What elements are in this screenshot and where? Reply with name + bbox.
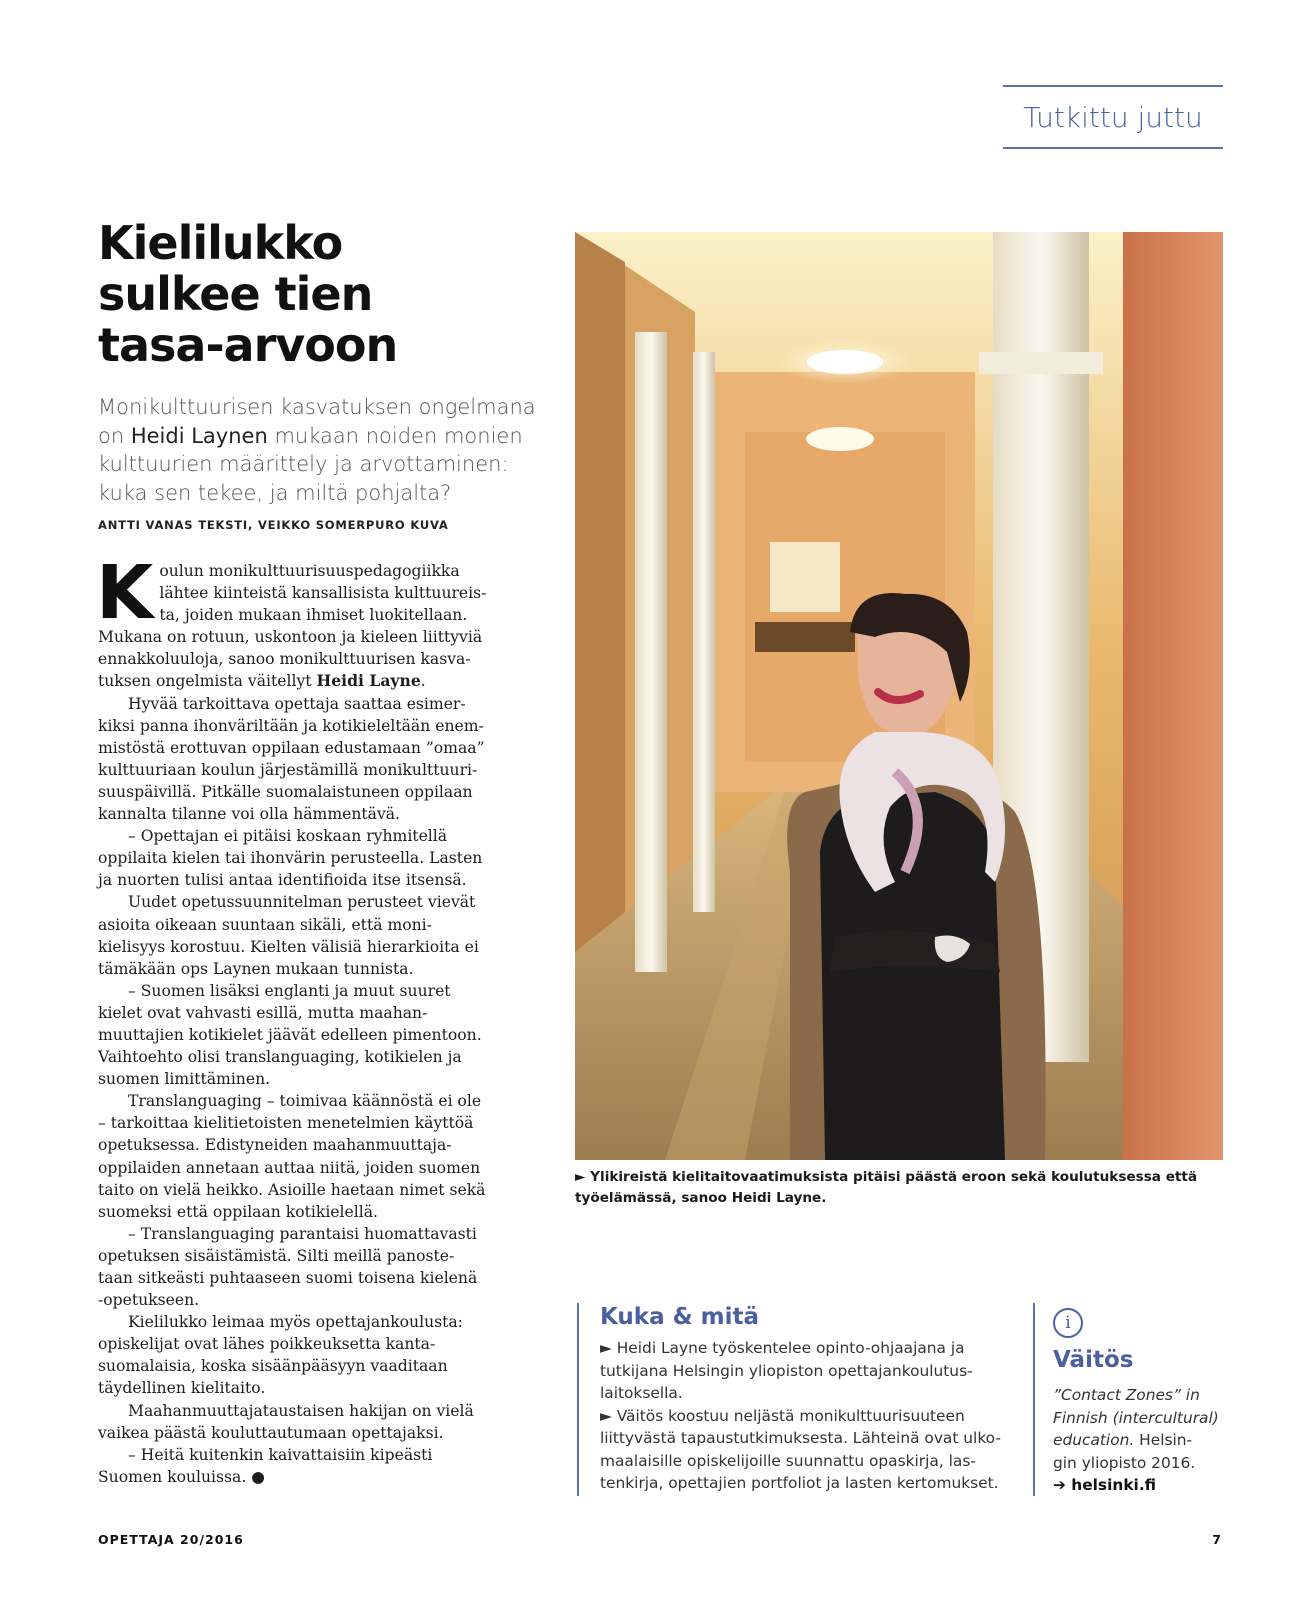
body-line: Maahanmuuttajataustaisen hakijan on vielä	[128, 1401, 474, 1420]
body-line: taan sitkeästi puhtaaseen suomi toisena kielenä	[98, 1269, 478, 1287]
lead-text: mukaan noiden monien kulttuurien määrittely ja arvottaminen: kuka sen tekee, ja miltä pohjalta?	[98, 423, 523, 505]
body-line: Uudet opetussuunnitelman perusteet vievät	[128, 893, 476, 912]
body-line: opiskelijat ovat lähes poikkeuksetta kanta-	[98, 1335, 436, 1354]
person-name: Heidi Layne	[316, 671, 421, 691]
body-line: ja nuorten tulisi antaa identifioida itse itsensä.	[98, 871, 467, 890]
body-line: asioita oikeaan suuntaan sikäli, että moni-	[98, 915, 432, 934]
page-number: 7	[1212, 1532, 1221, 1547]
kuka-mita-box	[577, 1303, 1017, 1496]
vaitos-line: gin yliopisto 2016.	[1053, 1453, 1196, 1472]
body-line: muuttajien kotikielet jäävät edelleen pimentoon.	[98, 1025, 482, 1044]
body-line: – Translanguaging parantaisi huomattavasti	[128, 1224, 477, 1243]
vaitos-line-text: ”Contact Zones” in	[1053, 1386, 1200, 1404]
body-line: – Opettajan ei pitäisi koskaan ryhmitellä	[128, 827, 448, 846]
body-line: kielisyys korostuu. Kielten välisiä hierarkioita ei	[98, 937, 479, 956]
body-line: lähtee kiinteistä kansallisista kulttuureis-	[159, 584, 487, 603]
vaitos-title: Väitös	[1053, 1347, 1134, 1373]
body-line: kiksi panna ihonväriltään ja kotikieleltään enem-	[98, 716, 484, 735]
kuka-mita-line: maalaisille opiskelijoille suunnattu opaskirja, las-	[600, 1451, 976, 1470]
byline: ANTTI VANAS TEKSTI, VEIKKO SOMERPURO KUVA	[98, 518, 449, 532]
headline-line: Kielilukko	[98, 216, 343, 270]
photo-illustration	[575, 232, 1223, 1160]
body-line: – Suomen lisäksi englanti ja muut suuret	[128, 981, 451, 1000]
body-line: suuspäivillä. Pitkälle suomalaistuneen oppilaan	[98, 782, 473, 801]
body-line: mistöstä erottuvan oppilaan edustamaan ”omaa”	[98, 738, 485, 757]
body-line: taito on vielä heikko. Asioille haetaan nimet sekä	[98, 1180, 486, 1199]
publication-footer: OPETTAJA 20/2016	[98, 1532, 244, 1547]
lead-name: Heidi Laynen	[130, 423, 268, 448]
headline-line: tasa-arvoon	[98, 318, 398, 372]
kuka-mita-line: laitoksella.	[600, 1384, 683, 1402]
body-line: – tarkoittaa kielitietoisten menetelmien käyttöä	[98, 1114, 474, 1133]
helsinki-link[interactable]: ➔ helsinki.fi	[1053, 1476, 1157, 1494]
drop-cap: K	[96, 550, 154, 636]
body-text: .	[420, 672, 426, 691]
lead-paragraph	[98, 393, 538, 507]
photo-caption: ► Ylikireistä kielitaitovaatimuksista pitäisi päästä eroon sekä koulutuksessa että työelämässä, sanoo Heidi Layne.	[575, 1169, 1198, 1206]
lead-text: Monikulttuurisen kasvatuksen ongelmana on	[98, 395, 536, 448]
vaitos-line-text: Helsin-	[1134, 1431, 1193, 1449]
body-line: Kielilukko leimaa myös opettajankoulusta:	[128, 1313, 463, 1332]
section-tag: Tutkittu juttu	[1003, 85, 1223, 149]
body-line: -opetukseen.	[98, 1291, 200, 1310]
vaitos-line	[1053, 1407, 1228, 1430]
kuka-mita-title: Kuka & mitä	[600, 1304, 760, 1330]
body-line: täydellinen kielitaito.	[98, 1379, 266, 1398]
body-line: kannalta tilanne voi olla hämmentävä.	[98, 805, 401, 824]
body-line: suomalaisia, koska sisäänpääsyyn vaaditaan	[98, 1357, 448, 1376]
body-text: tuksen ongelmista väitellyt	[98, 672, 317, 691]
kuka-mita-line: ► Väitös koostuu neljästä monikulttuurisuuteen	[600, 1406, 965, 1425]
kuka-mita-line: tenkirja, opettajien portfoliot ja lasten kertomukset.	[600, 1474, 999, 1492]
headline	[98, 218, 538, 371]
vaitos-line	[1053, 1384, 1228, 1407]
body-line: opetuksen sisäistämistä. Silti meillä panoste-	[98, 1246, 455, 1265]
body-line: kulttuuriaan koulun järjestämillä monikulttuuri-	[98, 760, 478, 779]
body-line: ennakkoluuloja, sanoo monikulttuurisen kasva-	[98, 650, 471, 669]
vaitos-line	[1053, 1429, 1228, 1452]
body-line: suomeksi että oppilaan kotikielellä.	[98, 1202, 378, 1221]
portrait-photo	[575, 232, 1223, 1160]
body-line: suomen limittäminen.	[98, 1070, 271, 1089]
body-line	[98, 670, 478, 692]
kuka-mita-line: ► Heidi Layne työskentelee opinto-ohjaajana ja	[600, 1339, 965, 1357]
article-body	[96, 550, 487, 1488]
body-line: opetuksessa. Edistyneiden maahanmuuttaja-	[98, 1136, 452, 1155]
body-line: oulun monikulttuurisuuspedagogiikka	[159, 562, 460, 580]
vaitos-line-text: education.	[1053, 1431, 1135, 1449]
body-line: kielet ovat vahvasti esillä, mutta maahan-	[98, 1003, 428, 1022]
vaitos-line-text: Finnish (intercultural)	[1053, 1408, 1219, 1427]
kuka-mita-line: tutkijana Helsingin yliopiston opettajankoulutus-	[600, 1361, 973, 1380]
body-line: Translanguaging – toimivaa käännöstä ei ole	[128, 1092, 482, 1111]
headline-line: sulkee tien	[98, 267, 373, 321]
body-line: Suomen kouluissa. ●	[98, 1467, 265, 1486]
kuka-mita-line: liittyvästä tapaustutkimuksesta. Lähteinä ovat ulko-	[600, 1429, 1001, 1447]
info-icon: i	[1053, 1308, 1083, 1338]
body-line: ta, joiden mukaan ihmiset luokitellaan.	[159, 606, 468, 625]
body-line: tämäkään ops Laynen mukaan tunnista.	[98, 959, 414, 978]
body-line: Hyvää tarkoittava opettaja saattaa esimer-	[128, 694, 466, 713]
vaitos-box	[1033, 1303, 1228, 1496]
body-line: Mukana on rotuun, uskontoon ja kieleen liittyviä	[98, 628, 483, 647]
body-line: Vaihtoehto olisi translanguaging, kotikielen ja	[98, 1048, 462, 1067]
body-line: oppilaita kielen tai ihonvärin perusteella. Lasten	[98, 849, 483, 868]
body-line: vaikea päästä kouluttautumaan opettajaksi.	[98, 1423, 444, 1442]
body-line: – Heitä kuitenkin kaivattaisiin kipeästi	[128, 1445, 433, 1464]
body-line: oppilaiden annetaan auttaa niitä, joiden suomen	[98, 1158, 481, 1177]
